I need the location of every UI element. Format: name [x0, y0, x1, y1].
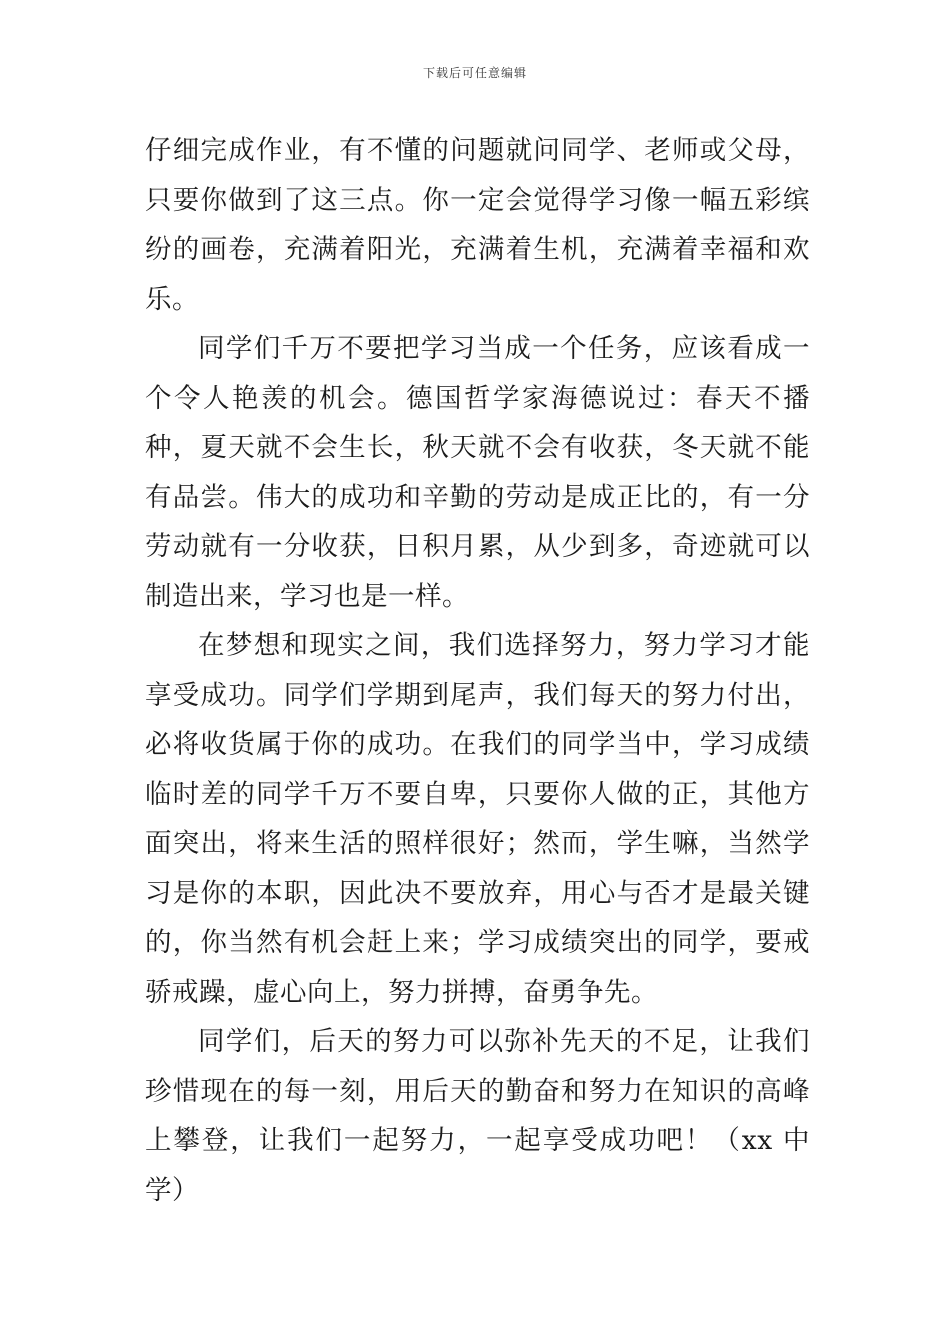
paragraph-continuation: 仔细完成作业，有不懂的问题就问同学、老师或父母，只要你做到了这三点。你一定会觉得学习像一幅五彩缤纷的画卷，充满着阳光，充满着生机，充满着幸福和欢乐。	[145, 135, 810, 315]
paragraph: 在梦想和现实之间，我们选择努力，努力学习才能享受成功。同学们学期到尾声，我们每天的努力付出，必将收货属于你的成功。在我们的同学当中，学习成绩临时差的同学千万不要自卑，只要你人做的正，其他方面突出，将来生活的照样很好；然而，学生嘛，当然学习是你的本职，因此决不要放弃，用心与否才是最关键的，你当然有机会赶上来；学习成绩突出的同学，要戒骄戒躁，虚心向上，努力拼搏，奋勇争先。	[145, 630, 810, 1008]
header-note: 下载后可任意编辑	[422, 66, 527, 80]
paragraph: 同学们千万不要把学习当成一个任务，应该看成一个令人艳羡的机会。德国哲学家海德说过：春天不播种，夏天就不会生长，秋天就不会有收获，冬天就不能有品尝。伟大的成功和辛勤的劳动是成正比的，有一分劳动就有一分收获，日积月累，从少到多，奇迹就可以制造出来，学习也是一样。	[145, 333, 810, 612]
paragraph: 同学们，后天的努力可以弥补先天的不足，让我们珍惜现在的每一刻，用后天的勤奋和努力在知识的高峰上攀登，让我们一起努力，一起享受成功吧！（xx 中学）	[145, 1026, 810, 1206]
document-body	[145, 126, 810, 1215]
